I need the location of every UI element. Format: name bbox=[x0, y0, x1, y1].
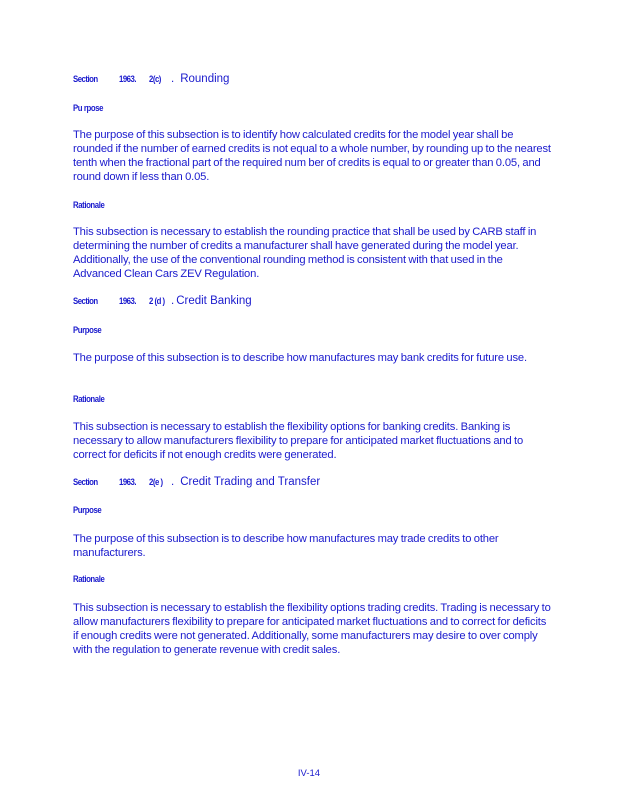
section-subsection: 2 (d ) bbox=[149, 296, 165, 307]
rationale-text: This subsection is necessary to establish the flexibility options trading credits. Trading is necessary to allow manufacturers flexibility to prepare for anticipated market fluctuations and to correct for deficits if enough credits were not generated. Additionally, some manufacturers may desire to over comply with the regulation to generate revenue with credit sales. bbox=[73, 602, 551, 656]
purpose-text: The purpose of this subsection is to identify how calculated credits for the model year shall be rounded if the number of earned credits is not equal to a whole number, by rounding up to the nearest tenth when the fractional part of the required num ber of credits is equal to or greater than 0.05, and round down if less than 0.05. bbox=[73, 129, 551, 183]
section-title: Credit Trading and Transfer bbox=[180, 476, 321, 488]
rationale-text: This subsection is necessary to establish the flexibility options for banking credits. Banking is necessary to allow manufacturers flexibility to prepare for anticipated market fluctuations and to correct for deficits if not enough credits were generated. bbox=[73, 421, 524, 461]
section-heading-credit-banking bbox=[73, 295, 252, 307]
section-punct: . bbox=[171, 476, 175, 488]
rationale-label: Rationale bbox=[73, 394, 105, 405]
section-word: Section bbox=[73, 296, 98, 307]
section-subsection: 2(c) bbox=[149, 74, 161, 85]
section-word: Section bbox=[73, 477, 98, 488]
rationale-text: This subsection is necessary to establish the rounding practice that shall be used by CARB staff in determining the number of credits a manufacturer shall have generated during the model year. Additionally, the use of the conventional rounding method is consistent with that used in the Advanced Clean Cars ZEV Regulation. bbox=[73, 226, 537, 280]
section-heading-rounding bbox=[73, 73, 229, 85]
rationale-label: Rationale bbox=[73, 574, 105, 585]
purpose-text: The purpose of this subsection is to describe how manufactures may trade credits to other manufacturers. bbox=[73, 533, 499, 559]
section-punct: . bbox=[171, 295, 175, 307]
section-subsection: 2(e ) bbox=[149, 477, 163, 488]
page-number: IV-14 bbox=[297, 768, 321, 779]
purpose-label: Pu rpose bbox=[73, 103, 104, 114]
section-title: Rounding bbox=[180, 73, 230, 85]
purpose-label: Purpose bbox=[73, 505, 102, 516]
section-number: 1963. bbox=[119, 74, 137, 85]
section-number: 1963. bbox=[119, 296, 137, 307]
purpose-label: Purpose bbox=[73, 325, 102, 336]
section-word: Section bbox=[73, 74, 98, 85]
section-title: Credit Banking bbox=[176, 295, 252, 307]
section-heading-credit-trading bbox=[73, 476, 320, 488]
rationale-label: Rationale bbox=[73, 200, 105, 211]
section-number: 1963. bbox=[119, 477, 137, 488]
purpose-text: The purpose of this subsection is to describe how manufactures may bank credits for future use. bbox=[73, 352, 527, 364]
section-punct: . bbox=[171, 73, 175, 85]
